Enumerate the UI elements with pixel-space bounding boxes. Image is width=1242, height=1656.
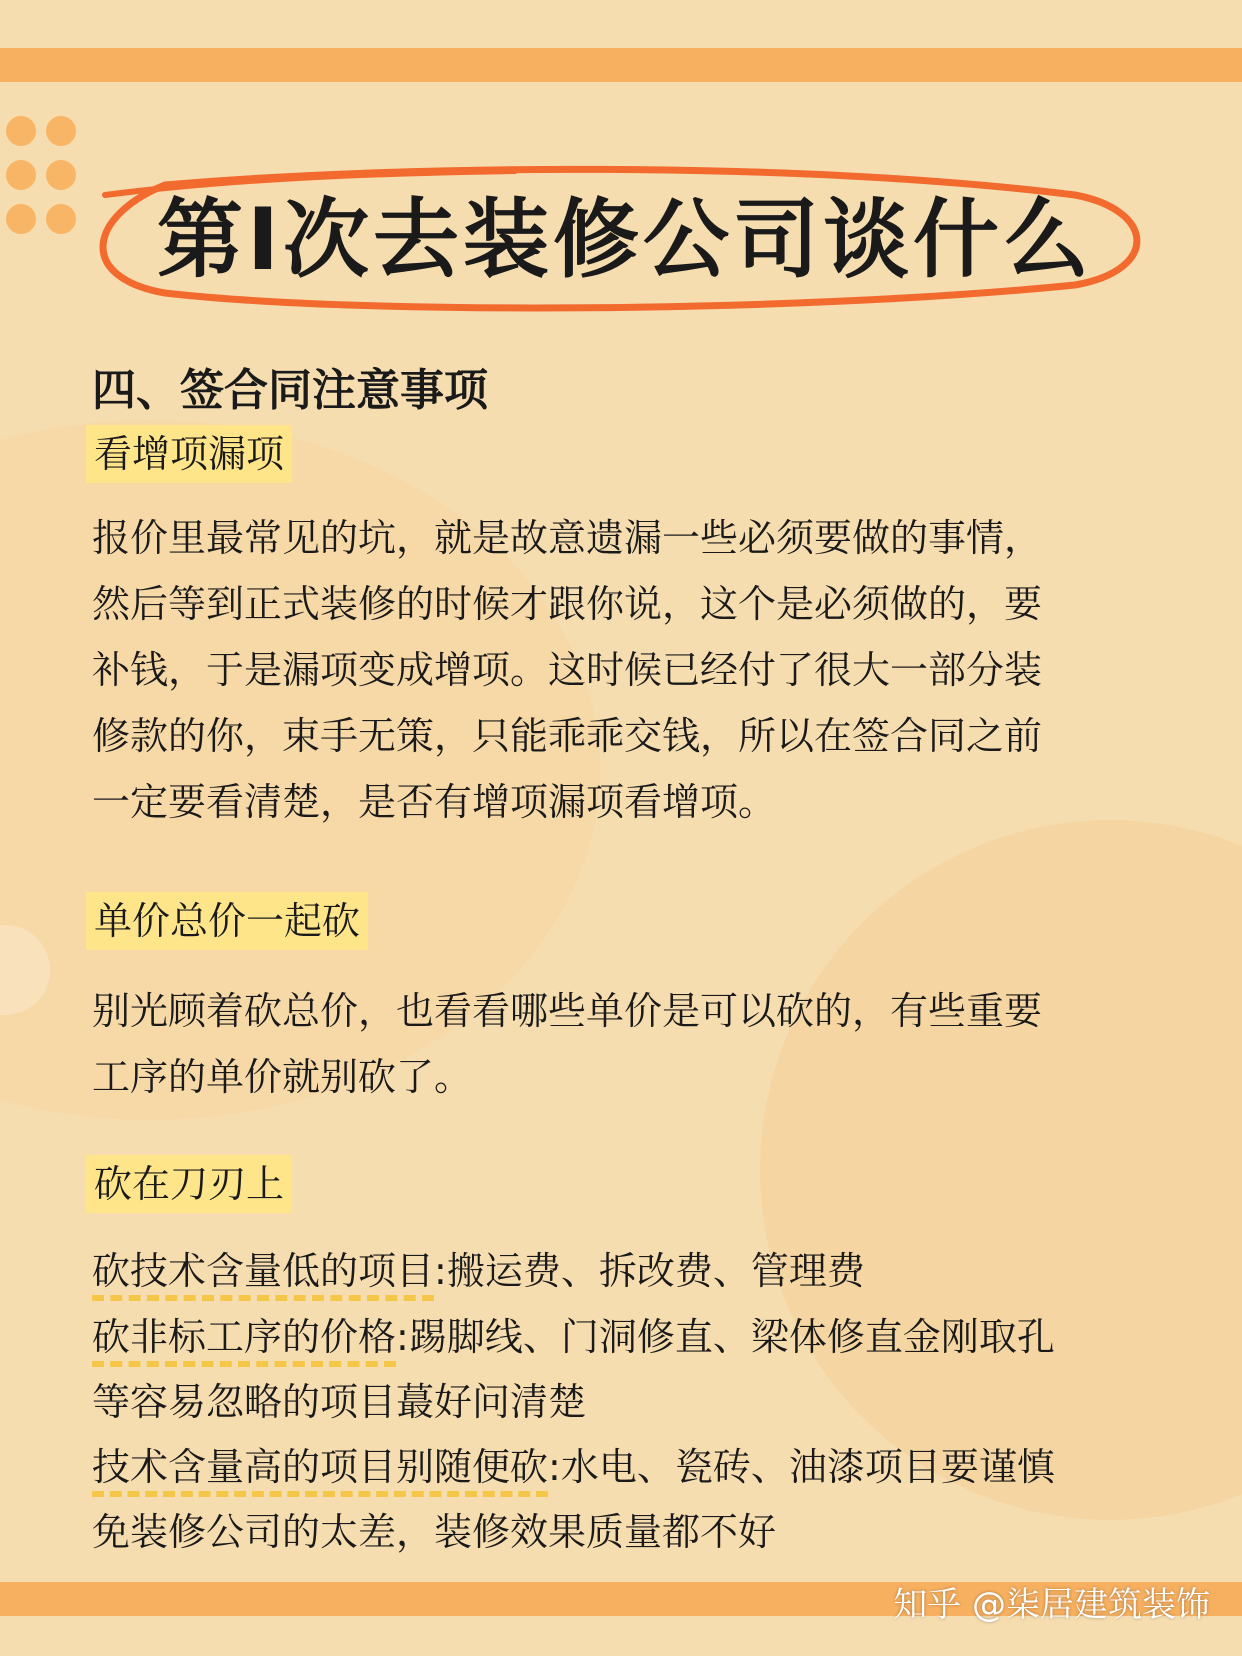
text-line: 工序的单价就别砍了。 xyxy=(92,1055,473,1099)
list-item xyxy=(92,1440,1055,1494)
list-text: :搬运费、拆改费、管理费 xyxy=(434,1249,865,1293)
list-item xyxy=(92,1375,586,1429)
section-heading: 四、签合同注意事项 xyxy=(92,365,488,416)
text-line: 然后等到正式装修的时候才跟你说，这个是必须做的，要 xyxy=(92,582,1043,626)
list-keyword: 砍技术含量低的项目 xyxy=(92,1249,434,1301)
list-keyword: 砍非标工序的价格 xyxy=(92,1315,396,1367)
list-text: 等容易忽略的项目蕞好问清楚 xyxy=(92,1380,587,1424)
background-blob xyxy=(760,820,1242,1520)
page-title: 第Ⅰ次去装修公司谈什么 xyxy=(157,190,1093,290)
list-item xyxy=(92,1310,1055,1364)
list-item xyxy=(92,1505,776,1559)
text-line: 修款的你，束手无策，只能乖乖交钱，所以在签合同之前 xyxy=(92,714,1043,758)
text-line: 一定要看清楚，是否有增项漏项看增项。 xyxy=(92,780,777,824)
text-line: 报价里最常见的坑，就是故意遗漏一些必须要做的事情， xyxy=(92,516,1043,560)
paragraph xyxy=(92,978,1162,1110)
list-text: :踢脚线、门洞修直、梁体修直金刚取孔 xyxy=(396,1315,1055,1359)
list-keyword: 技术含量高的项目别随便砍 xyxy=(92,1445,548,1497)
paragraph xyxy=(92,505,1162,835)
section-tag: 看增项漏项 xyxy=(86,425,292,483)
list-text: :水电、瓷砖、油漆项目要谨慎 xyxy=(548,1445,1055,1489)
text-line: 补钱，于是漏项变成增项。这时候已经付了很大一部分装 xyxy=(92,648,1043,692)
watermark: 知乎 @柒居建筑装饰 xyxy=(893,1585,1210,1625)
section-tag: 砍在刀刃上 xyxy=(86,1155,292,1213)
top-stripe xyxy=(0,48,1242,82)
list-item xyxy=(92,1244,865,1298)
text-line: 别光顾着砍总价，也看看哪些单价是可以砍的，有些重要 xyxy=(92,989,1043,1033)
section-tag: 单价总价一起砍 xyxy=(86,892,368,950)
decorative-dots xyxy=(0,112,90,242)
list-text: 免装修公司的太差，装修效果质量都不好 xyxy=(92,1510,777,1554)
title-block xyxy=(95,165,1145,315)
